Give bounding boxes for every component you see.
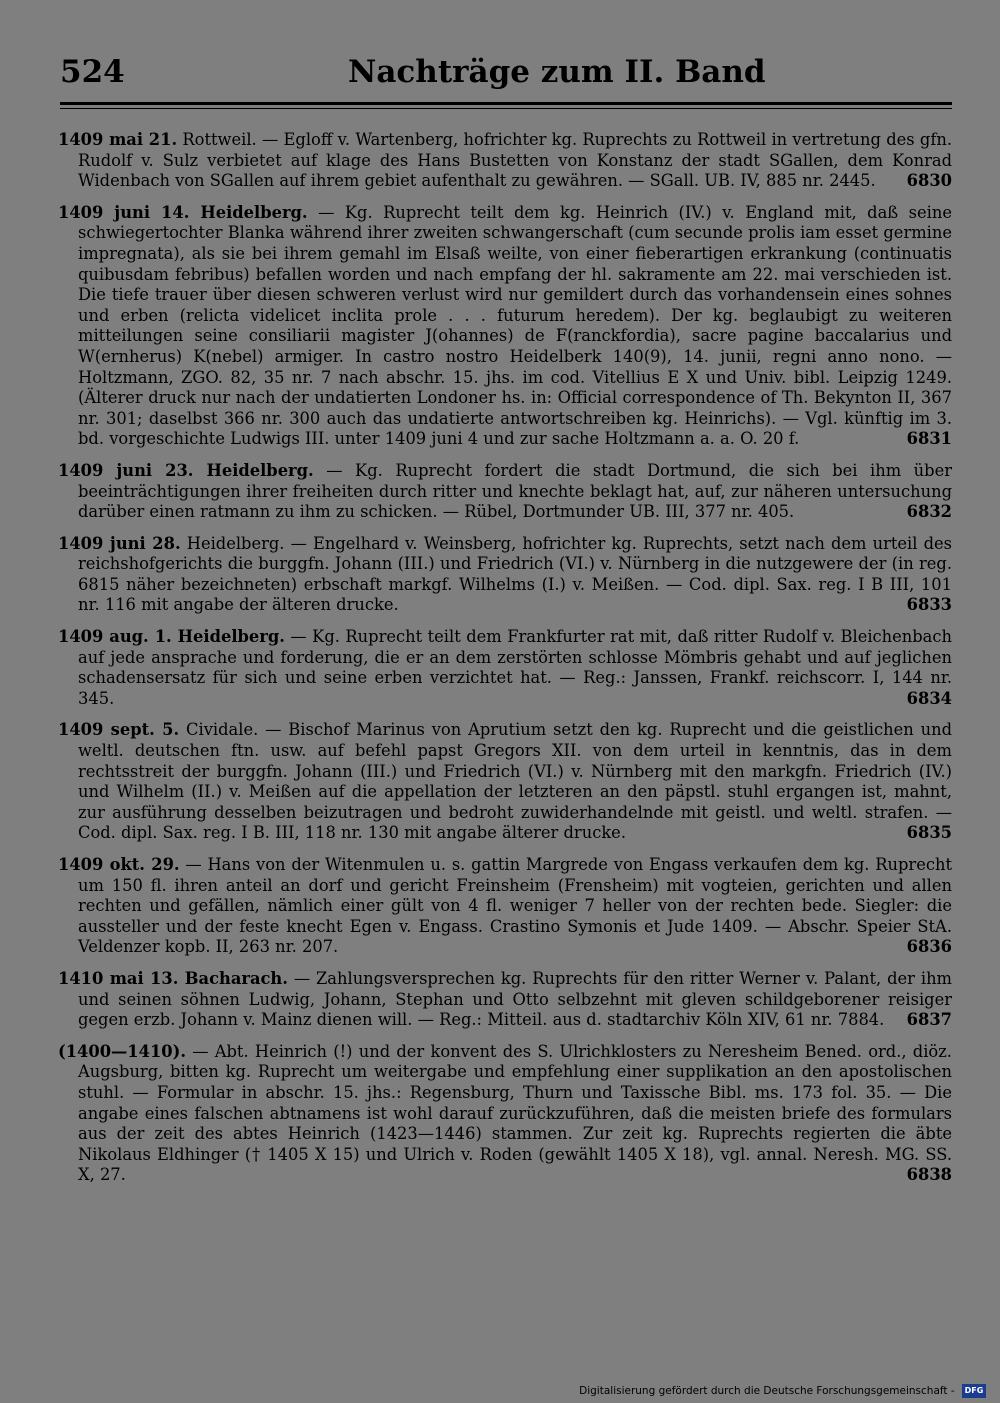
entry-text: — Hans von der Witenmulen u. s. gattin Margrede von Engass verkaufen dem kg. Ruprecht um 150 fl. ihren anteil an dorf und gericht Freinsheim (Frensheim) mit vogteien, gerichten und allen rechten und gefällen, nämlich einer gült von 4 fl. weniger 7 heller von der rechten bede. Siegler: die aussteller und der feste knecht Egen v. Engass. Crastino Symonis et Jude 1409. — Abschr. Speier StA. Veldenzer kopb. II, 263 nr. 207. xyxy=(78,855,952,957)
entry-text: Cividale. — Bischof Marinus von Aprutium setzt den kg. Ruprecht und die geistlichen und weltl. deutschen ftn. usw. auf befehl papst Gregors XII. von dem urteil in kenntnis, das in dem rechtsstreit der burggfn. Johann (III.) und Friedrich (VI.) v. Nürnberg mit den markgfn. Friedrich (IV.) und Wilhelm (II.) v. Meißen auf die appellation der letzteren an den päpstl. stuhl ergangen ist, mahnt, zur ausführung desselben beizutragen und bedroht zuwiderhandelnde mit geistl. und weltl. strafen. — Cod. dipl. Sax. reg. I B. III, 118 nr. 130 mit angabe älterer drucke. xyxy=(78,720,952,843)
entry-date: 1410 mai 13. Bacharach. xyxy=(58,968,288,988)
entry-date: 1409 okt. 29. xyxy=(58,855,180,874)
entry-text: — Abt. Heinrich (!) und der konvent des S. Ulrichklosters zu Neresheim Bened. ord., diöz. Augsburg, bitten kg. Ruprecht um weitergabe und empfehlung einer supplikation an den apostolischen stuhl. — Formular in abschr. 15. jhs.: Regensburg, Thurn und Taxissche Bibl. ms. 173 fol. 35. — Die angabe eines falschen abtnamens ist wohl darauf zurückzuführen, daß die meisten briefe des formulars aus der zeit des abtes Heinrich (1423—1446) stammen. Zur zeit kg. Ruprechts regierten die äbte Nikolaus Eldhinger († 1405 X 15) und Ulrich v. Roden (gewählt 1405 X 18), vgl. annal. Neresh. MG. SS. X, 27. xyxy=(78,1041,952,1185)
regest-entry xyxy=(58,534,952,616)
regest-entry xyxy=(58,627,952,709)
entry-date: 1409 aug. 1. Heidelberg. xyxy=(58,627,285,647)
entry-number: 6830 xyxy=(906,171,952,191)
entry-text: Heidelberg. — Engelhard v. Weinsberg, hofrichter kg. Ruprechts, setzt nach dem urteil des reichshofgerichts die burggfn. Johann (III.) und Friedrich (VI.) v. Nürnberg in die nutzgewere der (in reg. 6815 näher bezeichneten) erbschaft markgf. Wilhelms (I.) v. Meißen. — Cod. dipl. Sax. reg. I B III, 101 nr. 116 mit angabe der älteren drucke. xyxy=(78,533,952,615)
credit-text: Digitalisierung gefördert durch die Deutsche Forschungsgemeinschaft - xyxy=(579,1385,955,1397)
regest-entry xyxy=(58,130,952,192)
entry-number: 6838 xyxy=(906,1165,952,1185)
entry-date: 1409 juni 28. xyxy=(58,533,181,553)
dfg-logo: DFG xyxy=(962,1384,986,1398)
entry-text: — Kg. Ruprecht teilt dem Frankfurter rat mit, daß ritter Rudolf v. Bleichenbach auf jede ansprache und forderung, die er an dem zerstörten schlosse Mömbris gehabt und auf jeglichen schadensersatz für sich und seine erben verzichtet hat. — Reg.: Janssen, Frankf. reichscorr. I, 144 nr. 345. xyxy=(78,627,952,708)
running-title: Nachträge zum II. Band xyxy=(348,54,766,90)
header-rule-thick xyxy=(60,102,952,105)
digitization-credit xyxy=(579,1384,986,1398)
entry-number: 6837 xyxy=(906,1010,952,1030)
regest-entry xyxy=(58,461,952,523)
regest-entry xyxy=(58,720,952,844)
entry-number: 6835 xyxy=(906,823,952,843)
entry-date: 1409 juni 14. Heidelberg. xyxy=(58,202,308,222)
entry-date: 1409 juni 23. Heidelberg. xyxy=(58,460,314,480)
regest-list xyxy=(58,130,952,1197)
entry-text: — Kg. Ruprecht fordert die stadt Dortmund, die sich bei ihm über beeinträchtigungen ihrer freiheiten durch ritter und knechte beklagt hat, auf, zur näheren untersuchung darüber einen ratmann zu ihm zu schicken. — Rübel, Dortmunder UB. III, 377 nr. 405. xyxy=(78,460,952,522)
entry-number: 6833 xyxy=(906,595,952,615)
entry-number: 6831 xyxy=(906,429,952,449)
entry-text: — Kg. Ruprecht teilt dem kg. Heinrich (IV.) v. England mit, daß seine schwiegertochter Blanka während ihrer zweiten schwangerschaft (cum secunde prolis iam esset germine impregnata), als sie bei ihrem gemahl im Elsaß weilte, von einer fieberartigen erkrankung (continuatis quibusdam febribus) befallen worden und nach empfang der hl. sakramente am 22. mai verschieden ist. Die tiefe trauer über diesen schweren verlust wird nur gemildert durch das vorhandensein eines sohnes und erben (relicta videlicet inclita prole . . . futurum heredem). Der kg. beglaubigt zu weiteren mitteilungen seine consiliarii magister J(ohannes) de F(ranckfordia), sacre pagine baccalarius und W(ernherus) K(nebel) armiger. In castro nostro Heidelberk 140(9), 14. junii, regni anno nono. — Holtzmann, ZGO. 82, 35 nr. 7 nach abschr. 15. jhs. im cod. Vitellius E X und Univ. bibl. Leipzig 1249. (Älterer druck nur nach der undatierten Londoner hs. in: Official correspondence of Th. Bekynton II, 367 nr. 301; daselbst 366 nr. 300 auch das undatierte antwortschreiben kg. Heinrichs). — Vgl. künftig im 3. bd. vorgeschichte Ludwigs III. unter 1409 juni 4 und zur sache Holtzmann a. a. O. 20 f. xyxy=(78,202,953,449)
page-number: 524 xyxy=(60,54,125,90)
header-rule-thin xyxy=(60,108,952,109)
entry-date: 1409 sept. 5. xyxy=(58,720,180,740)
regest-entry xyxy=(58,855,952,958)
entry-text: Rottweil. — Egloff v. Wartenberg, hofrichter kg. Ruprechts zu Rottweil in vertretung des gfn. Rudolf v. Sulz verbietet auf klage des Hans Bustetten von Konstanz der stadt SGallen, dem Konrad Widenbach von SGallen auf ihrem gebiet aufenthalt zu gewähren. — SGall. UB. IV, 885 nr. 2445. xyxy=(78,130,953,191)
regest-entry xyxy=(58,1042,952,1186)
page-header xyxy=(60,54,952,98)
entry-number: 6832 xyxy=(906,502,952,522)
entry-number: 6836 xyxy=(906,937,952,957)
regest-entry xyxy=(58,203,952,450)
regest-entry xyxy=(58,969,952,1031)
entry-date: 1409 mai 21. xyxy=(58,130,178,149)
entry-number: 6834 xyxy=(906,688,952,708)
entry-text: — Zahlungsversprechen kg. Ruprechts für den ritter Werner v. Palant, der ihm und seinen söhnen Ludwig, Johann, Stephan und Otto selbzehnt mit gleven schildgeborener reisiger gegen erzb. Johann v. Mainz dienen will. — Reg.: Mitteil. aus d. stadtarchiv Köln XIV, 61 nr. 7884. xyxy=(78,968,952,1030)
entry-date: (1400—1410). xyxy=(58,1041,186,1061)
